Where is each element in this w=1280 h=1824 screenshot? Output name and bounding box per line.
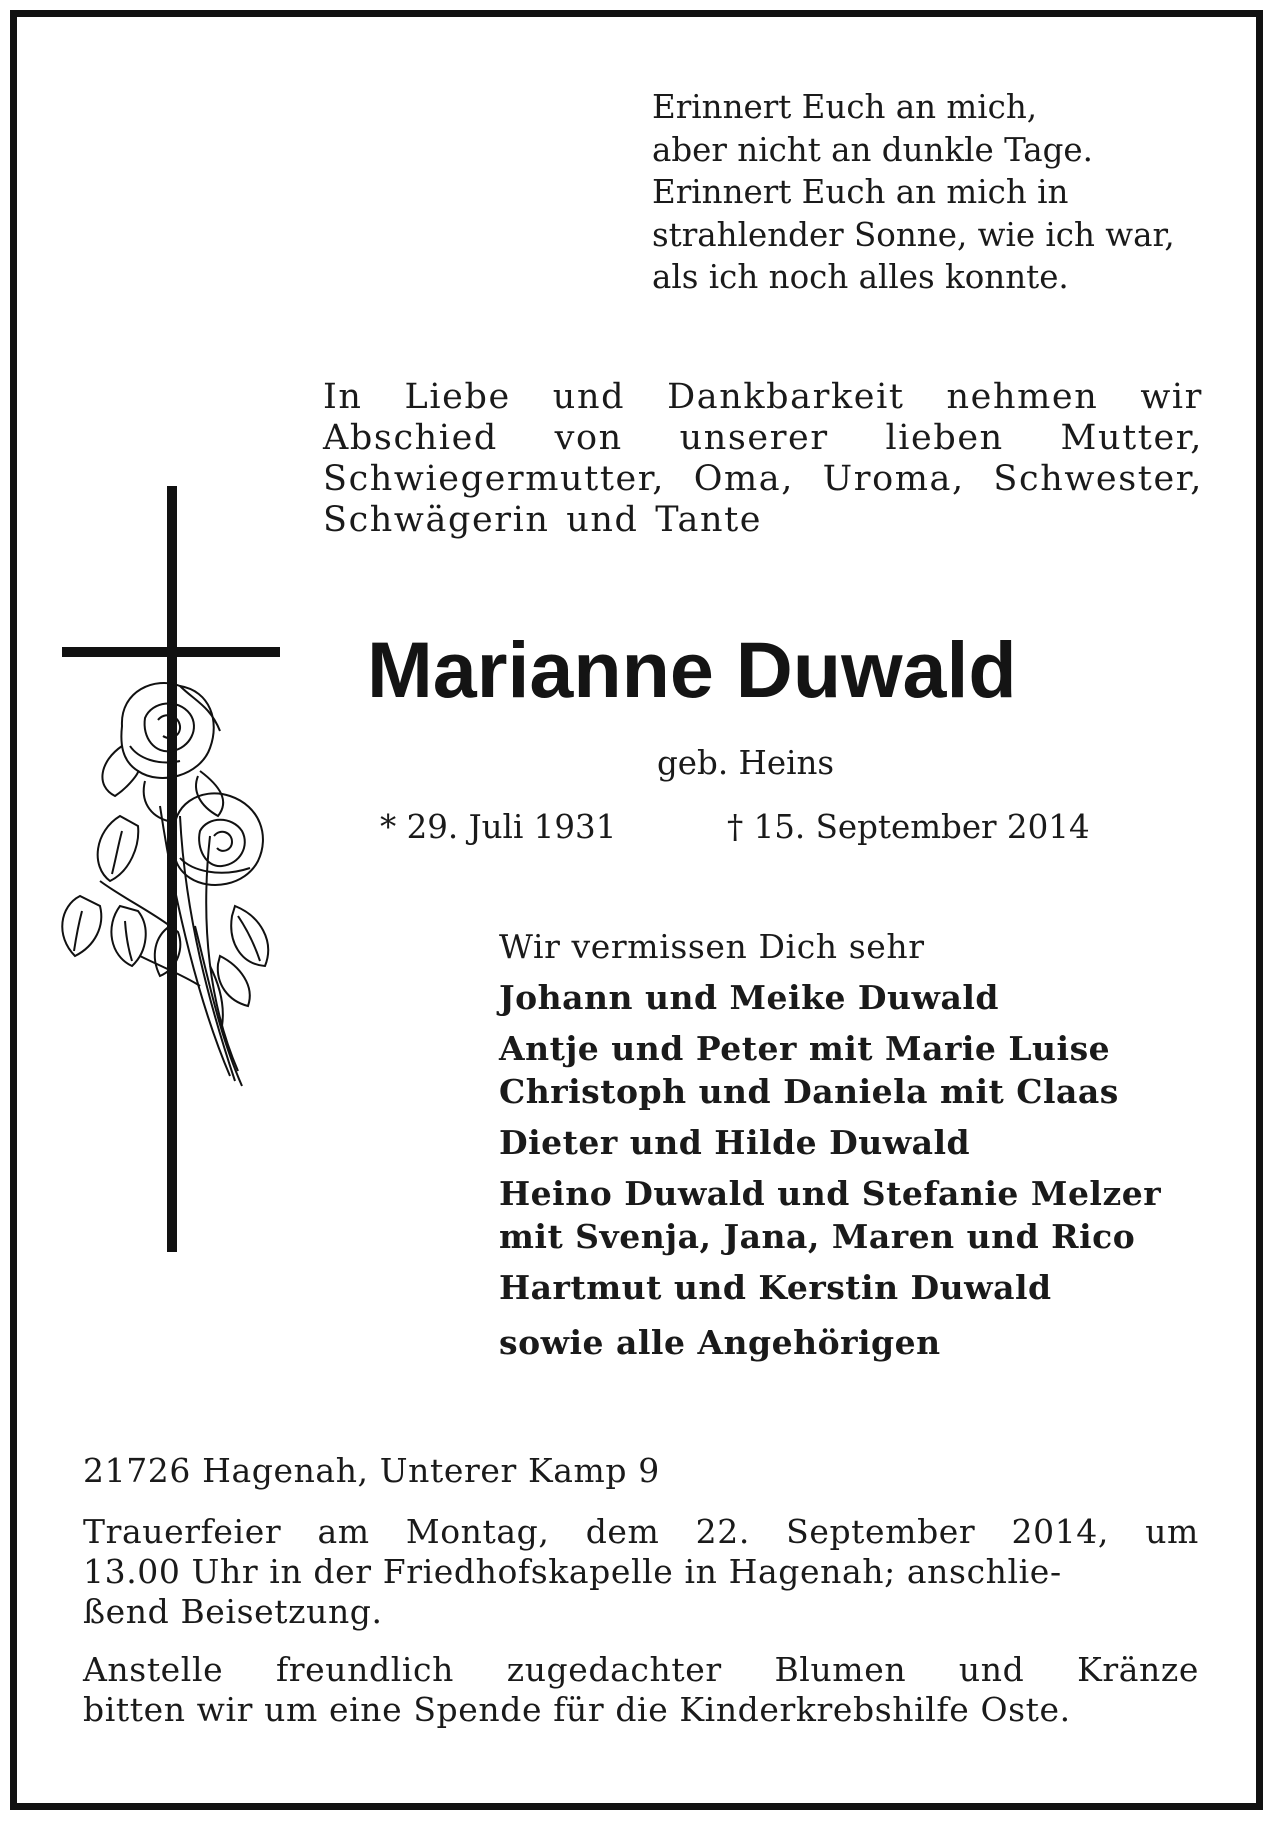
miss-line: Wir vermissen Dich sehr — [499, 927, 925, 966]
mourner-name: Dieter und Hilde Duwald — [499, 1123, 971, 1162]
word: Abschied — [323, 418, 498, 458]
intro-line — [323, 459, 1203, 500]
cross-with-roses-icon — [60, 486, 290, 1256]
word: Dankbarkeit — [667, 377, 905, 417]
poem-line: Erinnert Euch an mich in — [652, 173, 1069, 211]
poem-line: aber nicht an dunkle Tage. — [652, 130, 1093, 169]
word: zugedachter — [506, 1650, 722, 1689]
word: Trauerfeier — [83, 1512, 282, 1551]
word: September — [786, 1512, 976, 1551]
mourner-name: Heino Duwald und Stefanie Melzer — [499, 1174, 1162, 1213]
word: 2014, — [1011, 1512, 1109, 1551]
ceremony-paragraph — [83, 1512, 1199, 1632]
word: Schwiegermutter, — [323, 459, 666, 499]
mourner-name: mit Svenja, Jana, Maren und Rico — [499, 1217, 1136, 1256]
mourner-name: Christoph und Daniela mit Claas — [499, 1072, 1119, 1111]
ceremony-line: 13.00 Uhr in der Friedhofskapelle in Hagenah; anschlie- — [83, 1552, 1062, 1591]
word: Uroma, — [822, 459, 965, 499]
intro-line — [323, 418, 1203, 459]
word: Liebe — [404, 377, 511, 417]
ceremony-line — [83, 1512, 1199, 1552]
word: um — [1145, 1512, 1199, 1551]
mourner-name: Hartmut und Kerstin Duwald — [499, 1268, 1052, 1307]
word: Blumen — [774, 1650, 907, 1689]
word: In — [323, 377, 363, 417]
word: lieben — [885, 418, 1004, 458]
deceased-name: Marianne Duwald — [367, 625, 1017, 714]
mourner-name: Antje und Peter mit Marie Luise — [499, 1029, 1111, 1068]
word: am — [317, 1512, 370, 1551]
word: und — [958, 1650, 1025, 1689]
word: Oma, — [693, 459, 794, 499]
poem-line: strahlender Sonne, wie ich war, — [652, 215, 1175, 254]
word: Kränze — [1077, 1650, 1199, 1689]
maiden-name: geb. Heins — [657, 744, 835, 782]
word: und — [552, 377, 626, 417]
poem — [652, 86, 1212, 299]
word: von — [554, 418, 623, 458]
word: unserer — [679, 418, 829, 458]
address: 21726 Hagenah, Unterer Kamp 9 — [83, 1451, 660, 1490]
poem-line: Erinnert Euch an mich, — [652, 88, 1038, 126]
mourner-name: sowie alle Angehörigen — [499, 1323, 941, 1362]
intro-line: Schwägerin und Tante — [323, 500, 763, 540]
word: Anstelle — [83, 1650, 224, 1689]
intro-line — [323, 377, 1203, 418]
notice-line — [83, 1650, 1199, 1690]
ceremony-line: ßend Beisetzung. — [83, 1592, 383, 1631]
intro-paragraph — [323, 377, 1203, 541]
word: nehmen — [946, 377, 1099, 417]
word: Mutter, — [1060, 418, 1203, 458]
poem-line: als ich noch alles konnte. — [652, 258, 1069, 296]
word: Schwester, — [993, 459, 1203, 499]
mourners-list — [499, 925, 1219, 1364]
word: dem — [585, 1512, 660, 1551]
donation-notice — [83, 1650, 1199, 1730]
word: freundlich — [275, 1650, 454, 1689]
birth-date: * 29. Juli 1931 — [380, 808, 617, 846]
word: Montag, — [405, 1512, 550, 1551]
death-date: † 15. September 2014 — [727, 808, 1090, 846]
word: 22. — [695, 1512, 750, 1551]
mourner-name: Johann und Meike Duwald — [499, 978, 999, 1017]
notice-line: bitten wir um eine Spende für die Kinderkrebshilfe Oste. — [83, 1690, 1071, 1729]
word: wir — [1140, 377, 1203, 417]
